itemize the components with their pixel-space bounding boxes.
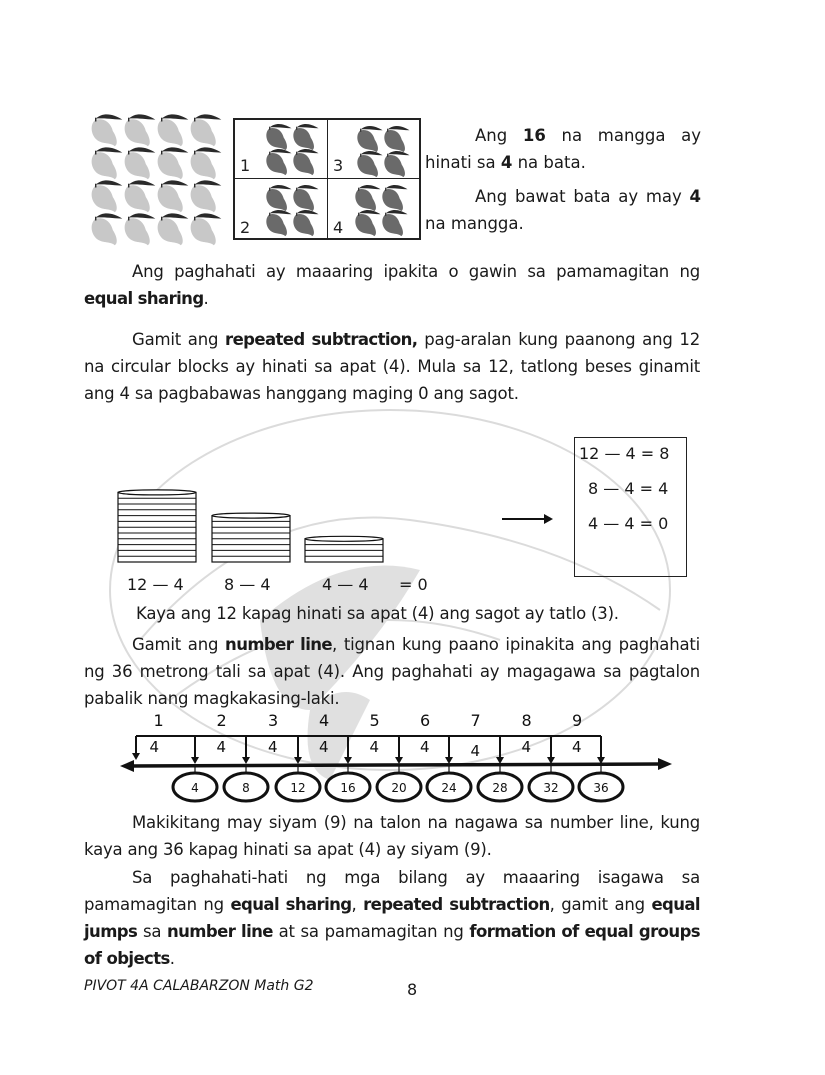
coin-stack: [118, 490, 196, 562]
number-line-diagram: [110, 706, 690, 806]
mango-icon: [293, 149, 318, 175]
mango-icon: [266, 124, 291, 150]
paragraph-equal-sharing: Ang paghahati ay maaaring ipakita o gawin sa pamamagitan ng equal sharing.: [84, 262, 700, 308]
group-number: 4: [333, 218, 344, 237]
mango-icon: [92, 114, 123, 146]
number-mark-label: 8: [242, 781, 250, 795]
stack-label: 8 — 4: [224, 575, 271, 594]
number-mark-label: 36: [593, 781, 609, 795]
jump-number: 5: [369, 711, 380, 730]
paragraph-summary: Sa paghahati-hati ng mga bilang ay maaaring isagawa sa pamamagitan ng equal sharing, repeated subtraction, gamit ang equal jumps sa number line at sa pamamagitan ng formation of equal groups of objects.: [84, 868, 700, 968]
mango-icon: [266, 210, 291, 236]
mango-icon: [293, 124, 318, 150]
jump-size-label: 4: [420, 738, 430, 756]
jump-number: 9: [572, 711, 583, 730]
coin-stack: [305, 536, 383, 562]
down-arrow-icon: [496, 736, 504, 764]
jump-size-label: 4: [268, 738, 278, 756]
jump-size-label: 4: [572, 738, 582, 756]
mango-group-cell: [328, 120, 421, 179]
group-number: 1: [240, 156, 251, 175]
group-number: 2: [240, 218, 251, 237]
mango-icon: [382, 185, 407, 211]
paragraph-repeated-subtraction: Gamit ang repeated subtraction, pag-aralan kung paanong ang 12 na circular blocks ay hinati sa apat (4). Mula sa 12, tatlong beses ginamit ang 4 sa pagbabawas hanggang maging 0 ang sagot.: [84, 330, 700, 403]
down-arrow-icon: [191, 736, 199, 764]
jump-size-label: 4: [470, 742, 481, 760]
number-mark-label: 28: [492, 781, 508, 795]
mango-icon: [357, 151, 382, 177]
right-arrowhead-icon: [658, 758, 672, 770]
mango-group-cell: [328, 179, 421, 238]
mango-icon: [158, 114, 189, 146]
number-line-axis: [130, 764, 660, 766]
down-arrow-icon: [445, 736, 453, 764]
mango-icon: [355, 185, 380, 211]
mango-group-icon: [356, 124, 414, 178]
mango-icon: [158, 147, 189, 179]
left-arrowhead-icon: [120, 760, 134, 772]
number-mark-label: 32: [543, 781, 559, 795]
mango-icon: [266, 149, 291, 175]
jump-number: 6: [420, 711, 431, 730]
right-arrow-icon: [502, 512, 554, 526]
mango-group-cell: [235, 120, 328, 179]
down-arrow-icon: [597, 736, 605, 764]
mango-icon: [92, 147, 123, 179]
mango-group-cell: [235, 179, 328, 238]
group-number: 3: [333, 156, 344, 175]
down-arrow-icon: [344, 736, 352, 764]
mango-icon: [382, 210, 407, 236]
loose-mangoes-group: [90, 112, 230, 248]
mango-icon: [384, 126, 409, 152]
paragraph-nine-jumps: Makikitang may siyam (9) na talon na nagawa sa number line, kung kaya ang 36 kapag hinati sa apat (4) ay siyam (9).: [84, 813, 700, 859]
number-mark-label: 12: [290, 781, 306, 795]
number-mark-label: 24: [441, 781, 457, 795]
jump-size-label: 4: [319, 738, 329, 756]
jump-number: 7: [470, 711, 481, 730]
number-mark-label: 20: [391, 781, 407, 795]
side-text-2: Ang bawat bata ay may 4 na mangga.: [425, 187, 701, 233]
stack-label: = 0: [399, 575, 428, 594]
mango-icon: [125, 213, 156, 245]
mango-icon: [191, 213, 222, 245]
mango-icon: [92, 180, 123, 212]
jump-size-label: 4: [149, 738, 160, 756]
stack-label: 4 — 4: [322, 575, 369, 594]
jump-number: 2: [216, 711, 227, 730]
subtraction-equations-box: [574, 437, 687, 577]
jump-number: 4: [319, 711, 330, 730]
jump-number: 3: [268, 711, 279, 730]
mango-icon: [158, 180, 189, 212]
mango-icon: [293, 185, 318, 211]
jump-number: 8: [521, 711, 532, 730]
jump-size-label: 4: [521, 738, 532, 756]
paragraph-number-line: Gamit ang number line, tignan kung paano ipinakita ang paghahati ng 36 metrong tali sa apat (4). Ang paghahati ay magagawa sa pagtalon pabalik nang magkakasing-laki.: [84, 635, 701, 708]
mango-icon: [191, 147, 222, 179]
down-arrow-icon: [294, 736, 302, 764]
equation-line: 4 — 4 = 0: [588, 514, 669, 533]
down-arrow-icon: [132, 736, 140, 760]
mango-icon: [384, 151, 409, 177]
paragraph-conclusion-subtraction: Kaya ang 12 kapag hinati sa apat (4) ang sagot ay tatlo (3).: [136, 604, 619, 623]
circular-blocks-stacks: [110, 470, 410, 570]
mango-icon: [158, 213, 189, 245]
number-mark-label: 4: [191, 781, 199, 795]
mango-icon: [266, 185, 291, 211]
equation-line: 8 — 4 = 4: [588, 479, 669, 498]
mango-icon: [125, 114, 156, 146]
equation-line: 12 — 4 = 8: [579, 444, 670, 463]
mango-icon: [125, 180, 156, 212]
mango-group-icon: [265, 183, 323, 237]
side-text-1: Ang 16 na mangga ay hinati sa 4 na bata.: [425, 126, 701, 172]
coin-stack: [212, 513, 290, 562]
mango-group-icon: [265, 122, 323, 176]
stack-label: 12 — 4: [127, 575, 184, 594]
mango-icon: [293, 210, 318, 236]
mango-group-icon: [354, 183, 412, 237]
down-arrow-icon: [242, 736, 250, 764]
jump-size-label: 4: [216, 738, 227, 756]
down-arrow-icon: [395, 736, 403, 764]
down-arrow-icon: [547, 736, 555, 764]
jump-size-label: 4: [369, 738, 380, 756]
mango-icon: [92, 213, 123, 245]
mango-icon: [191, 180, 222, 212]
mango-icon: [357, 126, 382, 152]
footer-source: PIVOT 4A CALABARZON Math G2: [84, 978, 314, 994]
page-number: 8: [407, 980, 418, 999]
number-mark-label: 16: [340, 781, 356, 795]
mango-icon: [191, 114, 222, 146]
mango-icon: [355, 210, 380, 236]
jump-number: 1: [153, 711, 164, 730]
mango-icon: [125, 147, 156, 179]
mango-groups-grid: [233, 118, 421, 240]
